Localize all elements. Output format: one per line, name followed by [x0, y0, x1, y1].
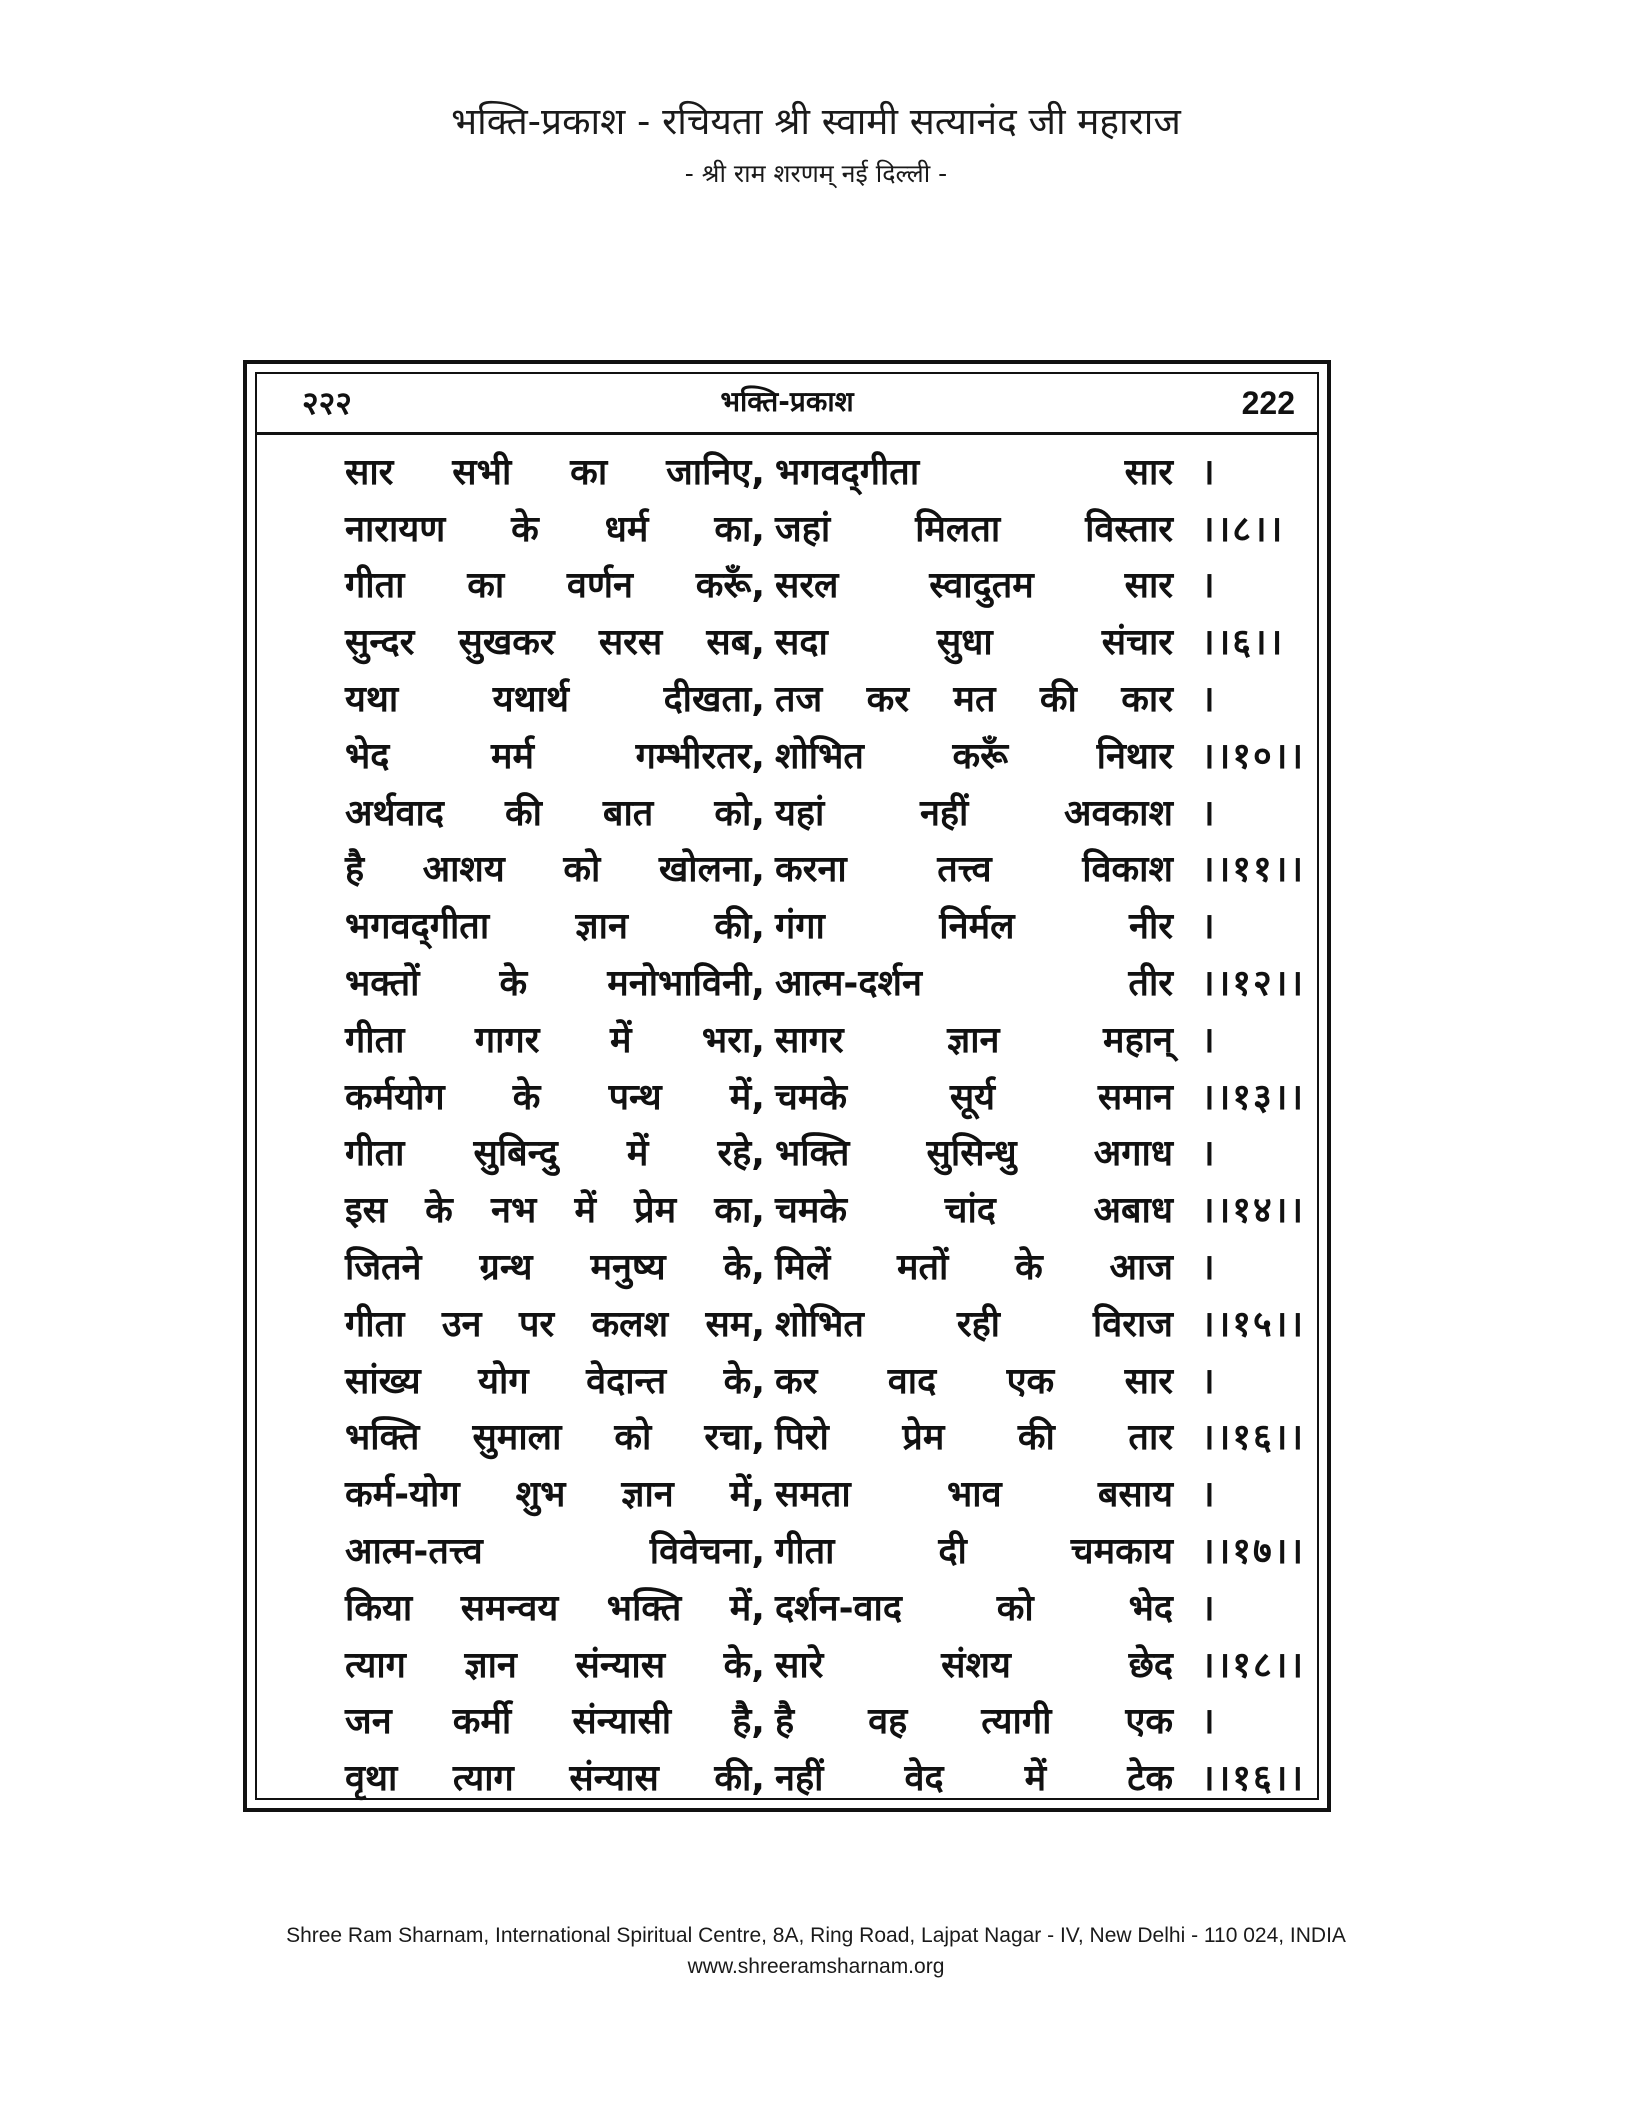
verse-end-mark: । [1201, 1133, 1217, 1175]
verse-second-half: समता भाव बसाय [775, 1474, 1173, 1516]
footer-website: www.shreeramsharnam.org [687, 1955, 945, 1978]
footer-address: Shree Ram Sharnam, International Spiritual Centre, 8A, Ring Road, Lajpat Nagar - IV, New Delhi - 110 024, INDIA [286, 1924, 1346, 1947]
verse-end-mark: । [1201, 1701, 1217, 1743]
verse-end-mark: ।।१८।। [1201, 1644, 1306, 1686]
verse-second-half: नहीं वेद में टेक [775, 1758, 1173, 1800]
verse-line [345, 669, 1325, 726]
verse-first-half: कर्म-योग शुभ ज्ञान में, [345, 1474, 765, 1516]
verse-first-half: सार सभी का जानिए, [345, 451, 765, 493]
verse-second-half: भक्ति सुसिन्धु अगाध [775, 1133, 1173, 1175]
page-number: 222 [1241, 385, 1295, 421]
verse-first-half: किया समन्वय भक्ति में, [345, 1587, 765, 1629]
verse-end-mark: । [1201, 565, 1217, 607]
verse-line [345, 1464, 1325, 1521]
verse-first-half: भेद मर्म गम्भीरतर, [345, 735, 765, 777]
verse-line [345, 1408, 1325, 1465]
verse-end-mark: । [1201, 792, 1217, 834]
verse-second-half: है वह त्यागी एक [775, 1701, 1173, 1743]
page-header [0, 96, 1632, 194]
verse-line [345, 726, 1325, 783]
verse-first-half: भक्ति सुमाला को रचा, [345, 1417, 765, 1459]
verse-end-mark: । [1201, 679, 1217, 721]
verse-second-half: कर वाद एक सार [775, 1360, 1173, 1402]
verse-line [345, 442, 1325, 499]
verse-line [345, 896, 1325, 953]
verse-end-mark: । [1201, 1587, 1217, 1629]
verse-end-mark: ।।८।। [1201, 508, 1285, 550]
verse-line [345, 612, 1325, 669]
verse-end-mark: ।।१५।। [1201, 1303, 1306, 1345]
verse-first-half: गीता सुबिन्दु में रहे, [345, 1133, 765, 1175]
verse-first-half: सांख्य योग वेदान्त के, [345, 1360, 765, 1402]
book-page-inner-border [255, 372, 1319, 1800]
verse-second-half: गीता दी चमकाय [775, 1531, 1173, 1573]
verse-end-mark: ।।१३।। [1201, 1076, 1306, 1118]
header-title: भक्ति-प्रकाश - रचियता श्री स्वामी सत्यानंद जी महाराज [451, 100, 1181, 143]
verse-first-half: भगवद्‌गीता ज्ञान की, [345, 906, 765, 948]
verse-line [345, 1748, 1325, 1805]
verse-first-half: जितने ग्रन्थ मनुष्य के, [345, 1247, 765, 1289]
verse-second-half: चमके चांद अबाध [775, 1190, 1173, 1232]
verse-first-half: इस के नभ में प्रेम का, [345, 1190, 765, 1232]
verse-line [345, 1294, 1325, 1351]
verse-end-mark: । [1201, 451, 1217, 493]
verse-line [345, 1692, 1325, 1749]
verse-line [345, 840, 1325, 897]
verse-line [345, 1124, 1325, 1181]
verse-first-half: नारायण के धर्म का, [345, 508, 765, 550]
verse-first-half: आत्म-तत्त्व विवेचना, [345, 1531, 765, 1573]
verse-line [345, 1180, 1325, 1237]
verse-end-mark: । [1201, 1474, 1217, 1516]
verse-end-mark: ।।६।। [1201, 622, 1285, 664]
verse-first-half: यथा यथार्थ दीखता, [345, 679, 765, 721]
verse-second-half: करना तत्त्व विकाश [775, 849, 1173, 891]
verse-end-mark: ।।१०।। [1201, 735, 1306, 777]
verse-second-half: यहां नहीं अवकाश [775, 792, 1173, 834]
verse-second-half: सदा सुधा संचार [775, 622, 1173, 664]
verse-end-mark: ।।१६।। [1201, 1758, 1306, 1800]
verse-end-mark: ।।१६।। [1201, 1417, 1306, 1459]
verse-line [345, 1635, 1325, 1692]
verse-second-half: सारे संशय छेद [775, 1644, 1173, 1686]
verse-second-half: शोभित रही विराज [775, 1303, 1173, 1345]
verse-first-half: गीता गागर में भरा, [345, 1019, 765, 1061]
verse-second-half: जहां मिलता विस्तार [775, 508, 1173, 550]
verse-line [345, 1237, 1325, 1294]
verse-line [345, 783, 1325, 840]
verse-line [345, 953, 1325, 1010]
verse-list [345, 442, 1325, 1805]
verse-first-half: सुन्दर सुखकर सरस सब, [345, 622, 765, 664]
verse-line [345, 1067, 1325, 1124]
verse-second-half: सरल स्वादुतम सार [775, 565, 1173, 607]
running-head [257, 374, 1317, 435]
verse-line [345, 499, 1325, 556]
verse-first-half: वृथा त्याग संन्यास की, [345, 1758, 765, 1800]
page-footer [0, 1920, 1632, 1982]
verse-first-half: जन कर्मी संन्यासी है, [345, 1701, 765, 1743]
verse-second-half: मिलें मतों के आज [775, 1247, 1173, 1289]
verse-first-half: त्याग ज्ञान संन्यास के, [345, 1644, 765, 1686]
verse-second-half: आत्म-दर्शन तीर [775, 963, 1173, 1005]
verse-first-half: है आशय को खोलना, [345, 849, 765, 891]
verse-end-mark: ।।१४।। [1201, 1190, 1306, 1232]
verse-first-half: भक्तों के मनोभाविनी, [345, 963, 765, 1005]
verse-second-half: दर्शन-वाद को भेद [775, 1587, 1173, 1629]
verse-second-half: पिरो प्रेम की तार [775, 1417, 1173, 1459]
verse-end-mark: ।।११।। [1201, 849, 1306, 891]
verse-second-half: चमके सूर्य समान [775, 1076, 1173, 1118]
verse-first-half: कर्मयोग के पन्थ में, [345, 1076, 765, 1118]
running-title: भक्ति-प्रकाश [720, 385, 854, 418]
page-number-devanagari: २२२ [302, 384, 352, 422]
verse-second-half: सागर ज्ञान महान् [775, 1019, 1173, 1061]
verse-line [345, 1578, 1325, 1635]
verse-end-mark: । [1201, 906, 1217, 948]
verse-line [345, 1521, 1325, 1578]
verse-end-mark: । [1201, 1247, 1217, 1289]
verse-end-mark: ।।१२।। [1201, 963, 1306, 1005]
verse-first-half: गीता उन पर कलश सम, [345, 1303, 765, 1345]
verse-second-half: गंगा निर्मल नीर [775, 906, 1173, 948]
verse-second-half: शोभित करूँ निथार [775, 735, 1173, 777]
verse-line [345, 1010, 1325, 1067]
verse-line [345, 1351, 1325, 1408]
verse-first-half: अर्थवाद की बात को, [345, 792, 765, 834]
verse-first-half: गीता का वर्णन करूँ, [345, 565, 765, 607]
verse-end-mark: ।।१७।। [1201, 1531, 1306, 1573]
verse-end-mark: । [1201, 1360, 1217, 1402]
verse-second-half: भगवद्‌गीता सार [775, 451, 1173, 493]
verse-second-half: तज कर मत की कार [775, 679, 1173, 721]
header-subtitle: - श्री राम शरणम् नई दिल्ली - [684, 159, 948, 188]
verse-end-mark: । [1201, 1019, 1217, 1061]
verse-line [345, 556, 1325, 613]
book-page-frame [243, 360, 1331, 1812]
